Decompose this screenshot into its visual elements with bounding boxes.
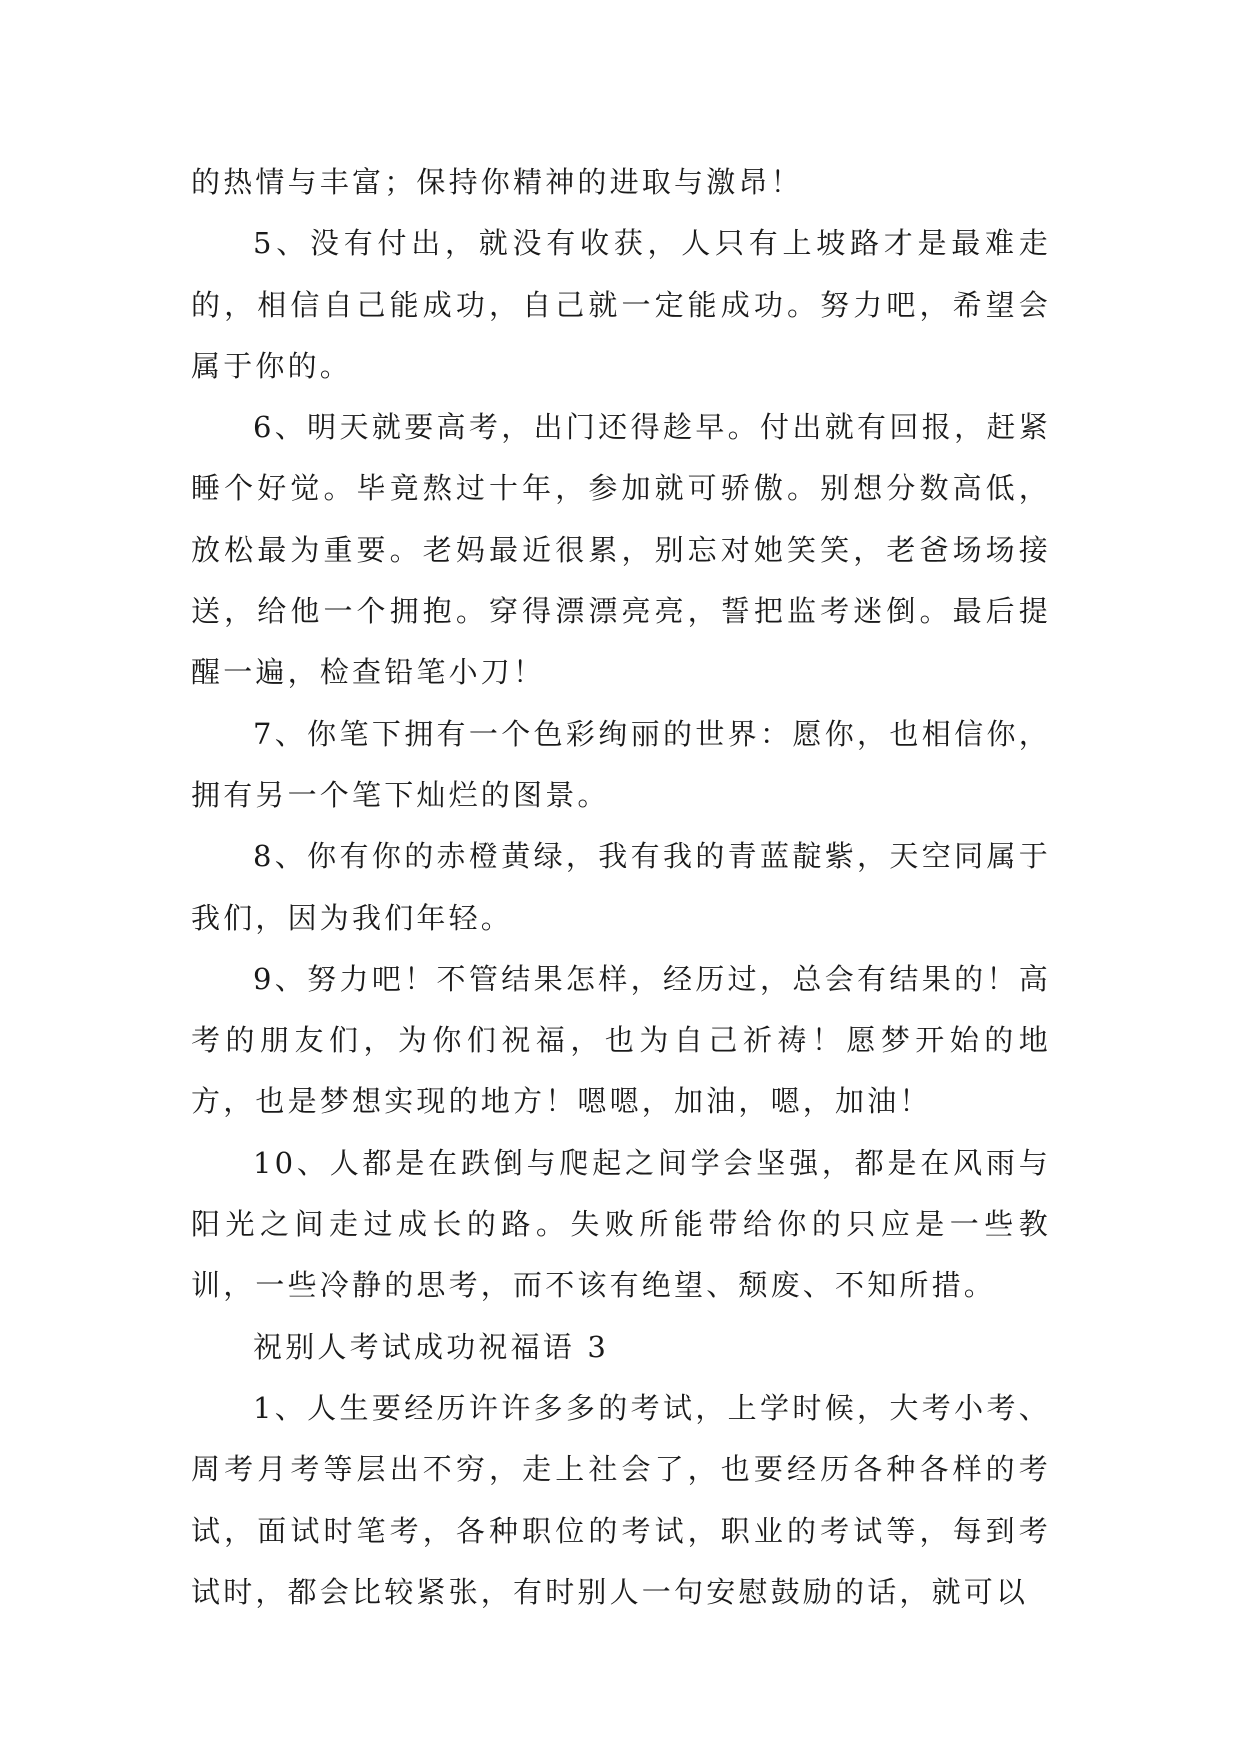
paragraph-item-6: 6、明天就要高考，出门还得趁早。付出就有回报，赶紧睡个好觉。毕竟熬过十年，参加就可骄傲。别想分数高低，放松最为重要。老妈最近很累，别忘对她笑笑，老爸场场接送，给他一个拥抱。穿得漂漂亮亮，誓把监考迷倒。最后提醒一遍，检查铅笔小刀！	[191, 410, 1051, 690]
section-heading: 祝别人考试成功祝福语 3	[253, 1329, 610, 1364]
paragraph-item-5: 5、没有付出，就没有收获，人只有上坡路才是最难走的，相信自己能成功，自己就一定能成功。努力吧，希望会属于你的。	[191, 226, 1051, 383]
paragraph-item-1: 1、人生要经历许许多多的考试，上学时候，大考小考、周考月考等层出不穷，走上社会了，也要经历各种各样的考试，面试时笔考，各种职位的考试，职业的考试等，每到考试时，都会比较紧张，有时别人一句安慰鼓励的话，就可以	[191, 1390, 1051, 1609]
paragraph-continuation: 的热情与丰富；保持你精神的进取与激昂！	[191, 165, 803, 199]
paragraph-item-9: 9、努力吧！不管结果怎样，经历过，总会有结果的！高考的朋友们，为你们祝福，也为自己祈祷！愿梦开始的地方，也是梦想实现的地方！嗯嗯，加油，嗯，加油！	[191, 961, 1051, 1119]
document-body	[191, 152, 1051, 1623]
paragraph-item-7: 7、你笔下拥有一个色彩绚丽的世界：愿你，也相信你，拥有另一个笔下灿烂的图景。	[191, 716, 1051, 812]
paragraph-item-8: 8、你有你的赤橙黄绿，我有我的青蓝靛紫，天空同属于我们，因为我们年轻。	[191, 839, 1051, 935]
paragraph-item-10: 10、人都是在跌倒与爬起之间学会坚强，都是在风雨与阳光之间走过成长的路。失败所能带给你的只应是一些教训，一些冷静的思考，而不该有绝望、颓废、不知所措。	[191, 1145, 1051, 1303]
